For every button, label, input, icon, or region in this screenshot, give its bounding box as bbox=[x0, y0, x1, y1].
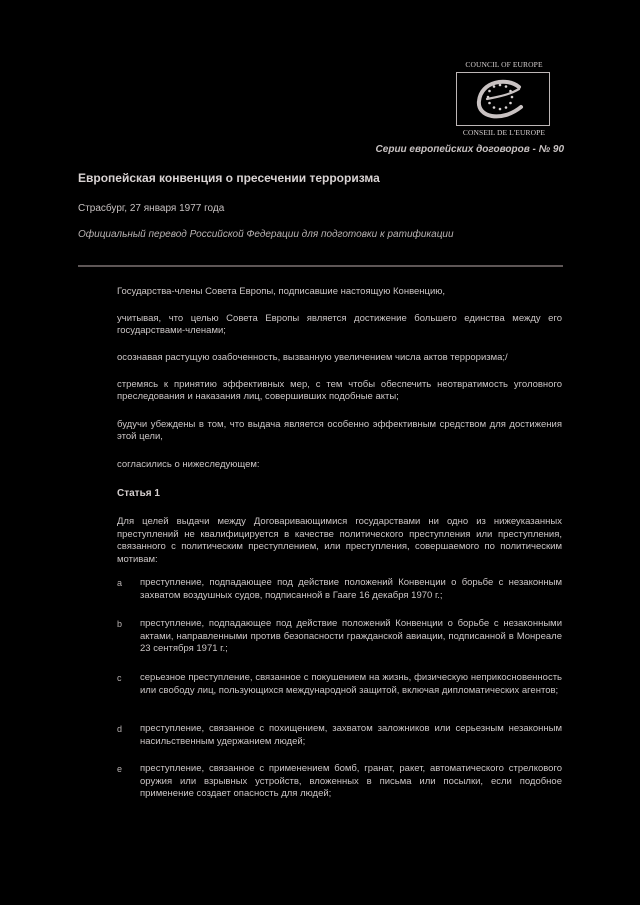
translation-note: Официальный перевод Российской Федерации для подготовки к ратификации bbox=[78, 229, 454, 240]
list-marker: b bbox=[117, 619, 123, 629]
preamble-paragraph: осознавая растущую озабоченность, вызванную увеличением числа актов терроризма;/ bbox=[117, 352, 508, 363]
list-item bbox=[117, 723, 562, 748]
list-item bbox=[117, 577, 562, 602]
preamble-paragraph: Государства-члены Совета Европы, подписавшие настоящую Конвенцию, bbox=[117, 286, 446, 297]
treaty-series-label: Серии европейских договоров - № 90 bbox=[375, 144, 564, 155]
list-marker: e bbox=[117, 764, 123, 774]
list-item-text: преступление, связанное с похищением, захватом заложников или серьезным незаконным насильственным удержанием людей; bbox=[140, 723, 562, 747]
list-item-text: серьезное преступление, связанное с покушением на жизнь, физическую неприкосновенность или свободу лиц, пользующихся международной защитой, включая дипломатических агентов; bbox=[140, 672, 562, 696]
council-of-europe-logo bbox=[452, 60, 556, 140]
article-intro: Для целей выдачи между Договаривающимися государствами ни одно из нижеуказанных преступлений не квалифицируется в качестве политического преступления или преступления, связанного с политическим преступлением, или преступления, совершаемого по политическим мотивам: bbox=[117, 516, 562, 565]
preamble-paragraph: согласились о нижеследующем: bbox=[117, 459, 260, 470]
document-title: Европейская конвенция о пресечении терроризма bbox=[78, 171, 380, 185]
logo-top-text: COUNCIL OF EUROPE bbox=[465, 60, 543, 69]
preamble-paragraph: учитывая, что целью Совета Европы является достижение большего единства между его государствами-членами; bbox=[117, 313, 562, 336]
council-of-europe-emblem-icon bbox=[456, 72, 550, 126]
place-date: Страсбург, 27 января 1977 года bbox=[78, 203, 225, 214]
list-item-text: преступление, подпадающее под действие положений Конвенции о борьбе с незаконным захватом воздушных судов, подписанной в Гааге 16 декабря 1970 г.; bbox=[140, 577, 562, 601]
preamble-paragraph: стремясь к принятию эффективных мер, с тем чтобы обеспечить неотвратимость уголовного преследования и наказания лиц, совершивших подобные акты; bbox=[117, 379, 562, 402]
list-item-text: преступление, подпадающее под действие положений Конвенции о борьбе с незаконными актами, направленными против безопасности гражданской авиации, подписанной в Монреале 23 сентября 1971 г.; bbox=[140, 618, 562, 654]
horizontal-divider bbox=[78, 265, 563, 267]
logo-bottom-text: CONSEIL DE L'EUROPE bbox=[462, 128, 546, 137]
preamble-paragraph: будучи убеждены в том, что выдача является особенно эффективным средством для достижения этой цели, bbox=[117, 419, 562, 442]
list-item bbox=[117, 763, 562, 801]
list-item-text: преступление, связанное с применением бомб, гранат, ракет, автоматического стрелкового оружия или взрывных устройств, вложенных в письма или посылки, если подобное применение создает опасность для людей; bbox=[140, 763, 562, 799]
list-item bbox=[117, 672, 562, 697]
list-marker: a bbox=[117, 578, 123, 588]
list-marker: d bbox=[117, 724, 123, 734]
list-item bbox=[117, 618, 562, 656]
list-marker: c bbox=[117, 673, 122, 683]
article-heading: Статья 1 bbox=[117, 488, 160, 499]
